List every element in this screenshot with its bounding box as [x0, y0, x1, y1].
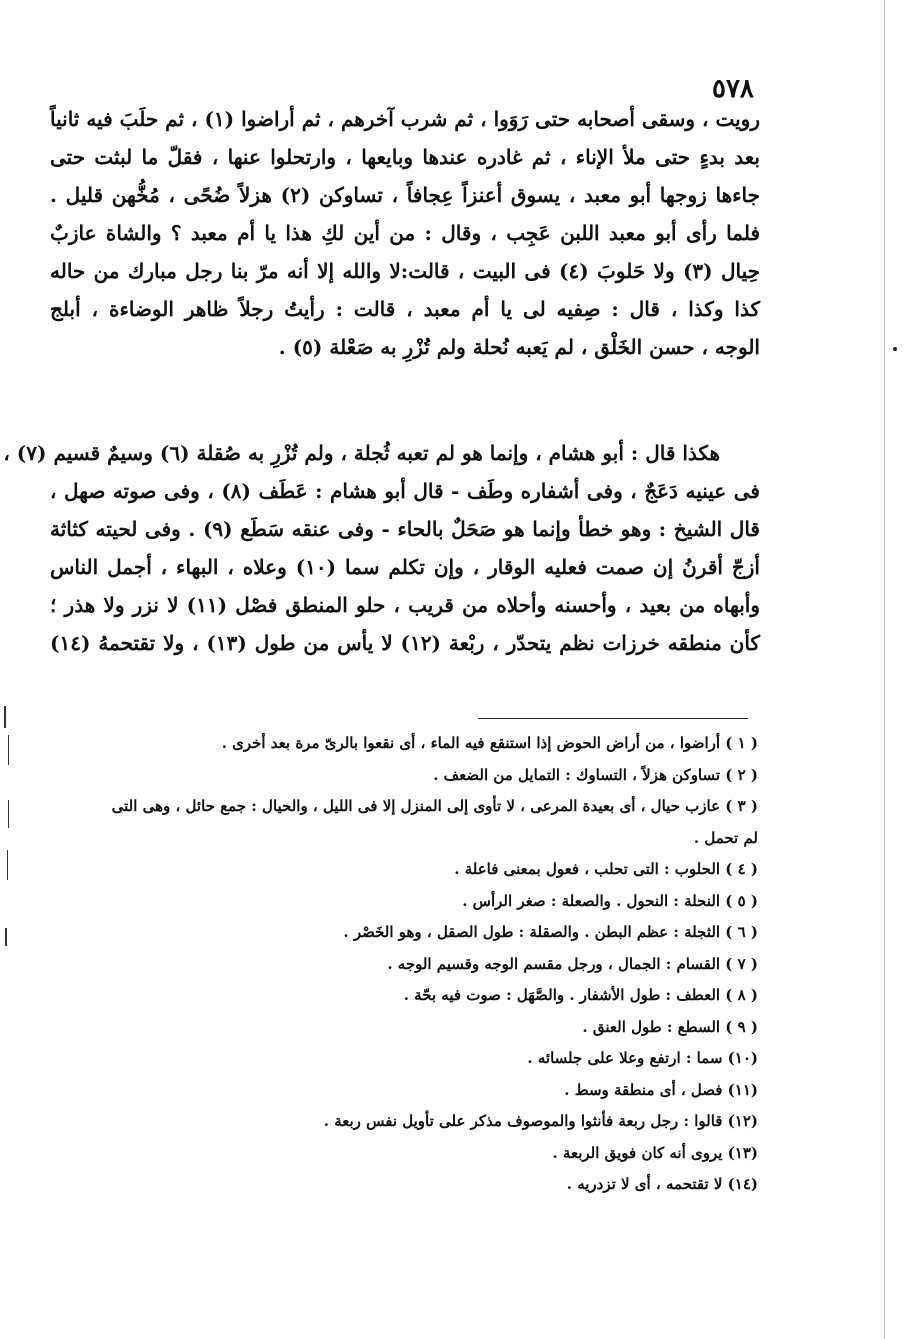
footnote-item: (١١) فصل ، أى منطقة وسط .: [564, 1080, 758, 1099]
margin-mark: [4, 706, 6, 728]
footnote-item: ( ٣ ) عازب حيال ، أى بعيدة المرعى ، لا تأوى إلى المنزل إلا فى الليل ، والحيال : جمع حائل ، وهى التى: [111, 797, 758, 815]
main-paragraph-1: [50, 100, 760, 366]
footnotes: [30, 728, 758, 1201]
footnote-item: ( ٢ ) تساوكن هزلاً ، التساوك : التمايل من الضعف .: [433, 765, 758, 784]
footnote-item: ( ١ ) أراضوا ، من أراض الحوض إذا استنقع فيه الماء ، أى نقعوا بالرىّ مرة بعد أخرى .: [221, 734, 758, 752]
footnote-item: (١٠) سما : ارتفع وعلا على جلسائه .: [527, 1049, 758, 1067]
page-number: ٥٧٨: [712, 74, 754, 104]
footnote-item: ( ٩ ) السطع : طول العنق .: [582, 1017, 758, 1036]
footnote-divider: [478, 718, 748, 719]
scan-edge-line: [884, 0, 885, 1339]
footnote-item: ( ٤ ) الحلوب : التى تحلب ، فعول بمعنى فاعلة .: [454, 860, 758, 878]
footnote-item: ( ٦ ) الثجلة : عظم البطن . والصقلة : طول الصقل ، وهو الخَصْر .: [343, 923, 758, 941]
footnote-item: ( ٧ ) القسام : الجمال ، ورجل مقسم الوجه وقسيم الوجه .: [387, 954, 758, 973]
text-line: رويت ، وسقى أصحابه حتى رَوَوا ، ثم شرب آخرهم ، ثم أراضوا (١) ، ثم حلَبَ فيه ثانياً: [50, 107, 760, 131]
text-line: فى عينيه دَعَجٌ ، وفى أشفاره وطَف - قال أبو هشام : عَطَف (٨) ، وفى صوته صهل ،: [50, 479, 760, 503]
text-line: قال الشيخ : وهو خطأ وإنما هو صَحَلٌ بالحاء - وفى عنقه سَطَع (٩) . وفى لحيته كثاثة: [50, 517, 760, 541]
margin-mark: [8, 800, 9, 828]
text-line: كذا وكذا ، قال : صِفيه لى يا أم معبد ، قالت : رأيتُ رجلاً ظاهر الوضاءة ، أبلج: [50, 297, 760, 321]
footnote-item: (١٣) يروى أنه كان فويق الربعة .: [552, 1143, 758, 1162]
text-line: وأبهاه من بعيد ، وأحسنه وأحلاه من قريب ، حلو المنطق فصْل (١١) لا نزر ولا هذر ؛: [50, 593, 760, 617]
text-line: كأن منطقه خرزات نظم يتحدّر ، ربْعة (١٢) لا يأس من طول (١٣) ، ولا تقتحمهُ (١٤): [50, 631, 760, 655]
text-line: هكذا قال : أبو هشام ، وإنما هو لم تعبه ثُجلة ، ولم تُزْرِ به صُقلة (٦) وسيمٌ قسيم (٧) ،: [3, 441, 720, 465]
footnote-item: (١٢) قالوا : رجل ربعة فأنثوا والموصوف مذكر على تأويل نفس ربعة .: [323, 1112, 758, 1130]
text-line: حِيال (٣) ولا حَلوبَ (٤) فى البيت ، قالت:لا والله إلا أنه مرّ بنا رجل مبارك من حاله: [50, 259, 761, 283]
margin-mark: [5, 928, 7, 946]
text-line: بعد بدءٍ حتى ملأ الإناء ، ثم غادره عندها وبايعها ، وارتحلوا عنها ، فقلّ ما لبثت حتى: [50, 145, 760, 169]
footnote-item: لم تحمل .: [693, 828, 758, 847]
text-line: فلما رأى أبو معبد اللبن عَجِب ، وقال : من أين لكِ هذا يا أم معبد ؟ والشاة عازبٌ: [50, 221, 761, 245]
footnote-item: (١٤) لا تقتحمه ، أى لا تزدريه .: [566, 1175, 758, 1193]
main-paragraph-2: [3, 434, 760, 662]
text-line: أزجّ أقرنُ إن صمت فعليه الوقار ، وإن تكلم سما (١٠) وعلاه ، البهاء ، أجمل الناس: [50, 555, 760, 579]
margin-mark: [8, 735, 9, 765]
footnote-item: ( ٥ ) النحلة : النحول . والصعلة : صغر الرأس .: [462, 891, 758, 910]
margin-dot: [893, 347, 897, 351]
margin-mark: [7, 850, 8, 880]
text-line: جاءها زوجها أبو معبد ، يسوق أعنزاً عِجافاً ، تساوكن (٢) هزلاً ضُحًى ، مُخُّهن قليل .: [50, 183, 761, 207]
text-line: الوجه ، حسن الخَلْق ، لم يَعبه نُحلة ولم تُزْرِ به صَعْلة (٥) .: [278, 335, 760, 359]
footnote-item: ( ٨ ) العطف : طول الأشفار . والصَّهَل : صوت فيه بحّة .: [403, 986, 758, 1004]
